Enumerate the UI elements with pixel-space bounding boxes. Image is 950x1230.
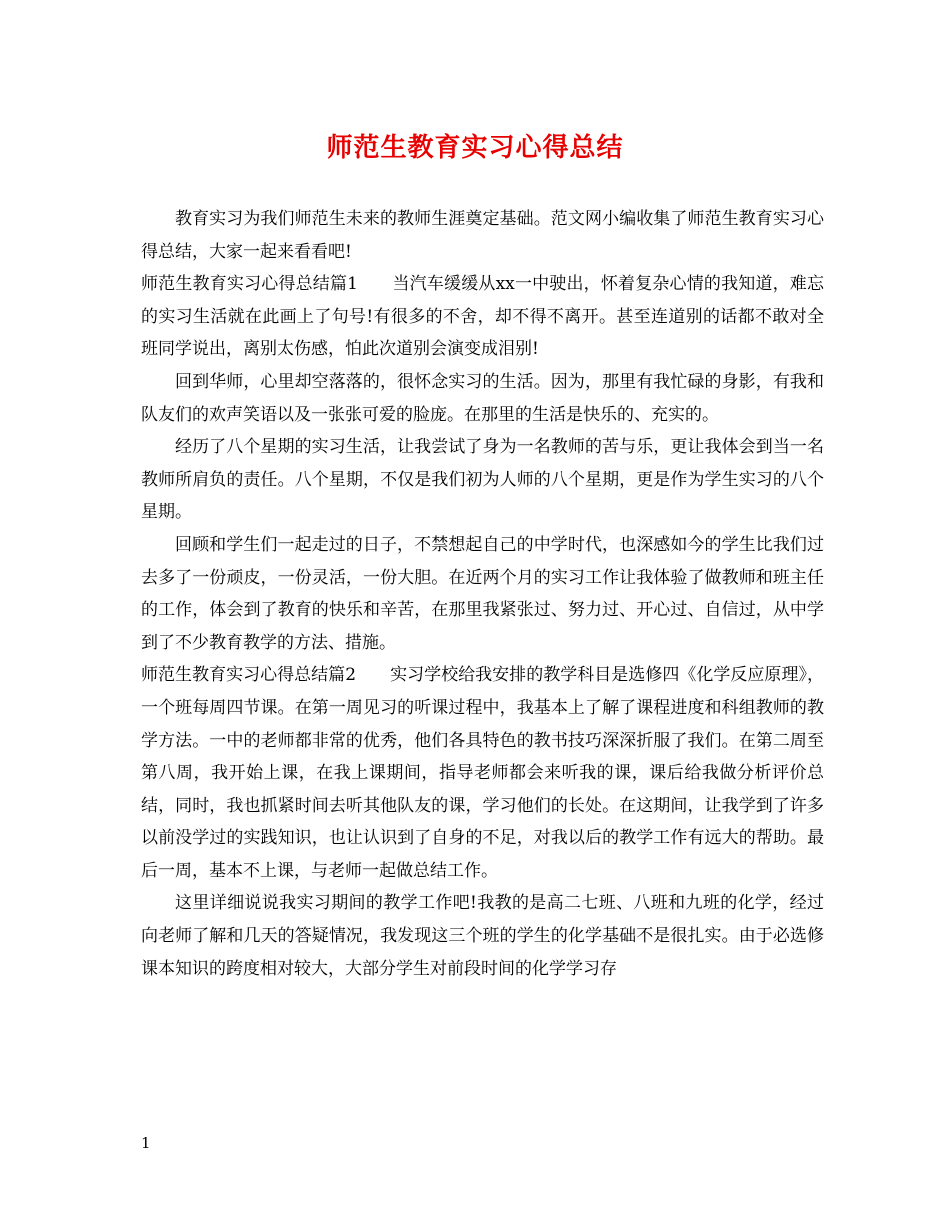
paragraph: 师范生教育实习心得总结篇2 实习学校给我安排的教学科目是选修四《化学反应原理》，一个班每周四节课。在第一周见习的听课过程中，我基本上了解了课程进度和科组教师的教学方法。一中的老师都非常的优秀，他们各具特色的教书技巧深深折服了我们。在第二周至第八周，我开始上课，在我上课期间，指导老师都会来听我的课，课后给我做分析评价总结，同时，我也抓紧时间去听其他队友的课，学习他们的长处。在这期间，让我学到了许多以前没学过的实践知识，也让认识到了自身的不足，对我以后的教学工作有远大的帮助。最后一周，基本不上课，与老师一起做总结工作。 bbox=[141, 665, 824, 881]
paragraph: 教育实习为我们师范生未来的教师生涯奠定基础。范文网小编收集了师范生教育实习心得总结，大家一起来看看吧! bbox=[141, 209, 824, 262]
paragraph: 回到华师，心里却空落落的，很怀念实习的生活。因为，那里有我忙碌的身影，有我和队友们的欢声笑语以及一张张可爱的脸庞。在那里的生活是快乐的、充实的。 bbox=[141, 371, 824, 425]
paragraph: 师范生教育实习心得总结篇1 当汽车缓缓从xx一中驶出，怀着复杂心情的我知道，难忘的实习生活就在此画上了句号!有很多的不舍，却不得不离开。甚至连道别的话都不敢对全班同学说出，离别太伤感，怕此次道别会演变成泪别! bbox=[141, 274, 824, 360]
document-body bbox=[141, 203, 824, 985]
paragraph: 回顾和学生们一起走过的日子，不禁想起自己的中学时代，也深感如今的学生比我们过去多了一份顽皮，一份灵活，一份大胆。在近两个月的实习工作让我体验了做教师和班主任的工作，体会到了教育的快乐和辛苦，在那里我紧张过、努力过、开心过、自信过，从中学到了不少教育教学的方法、措施。 bbox=[141, 534, 824, 653]
paragraph: 这里详细说说我实习期间的教学工作吧!我教的是高二七班、八班和九班的化学，经过向老师了解和几天的答疑情况，我发现这三个班的学生的化学基础不是很扎实。由于必选修课本知识的跨度相对较大，大部分学生对前段时间的化学学习存 bbox=[141, 893, 824, 979]
document-title: 师范生教育实习心得总结 bbox=[326, 133, 624, 163]
paragraph: 经历了八个星期的实习生活，让我尝试了身为一名教师的苦与乐，更让我体会到当一名教师所肩负的责任。八个星期，不仅是我们初为人师的八个星期，更是作为学生实习的八个星期。 bbox=[141, 437, 824, 523]
page-number: 1 bbox=[141, 1134, 151, 1152]
